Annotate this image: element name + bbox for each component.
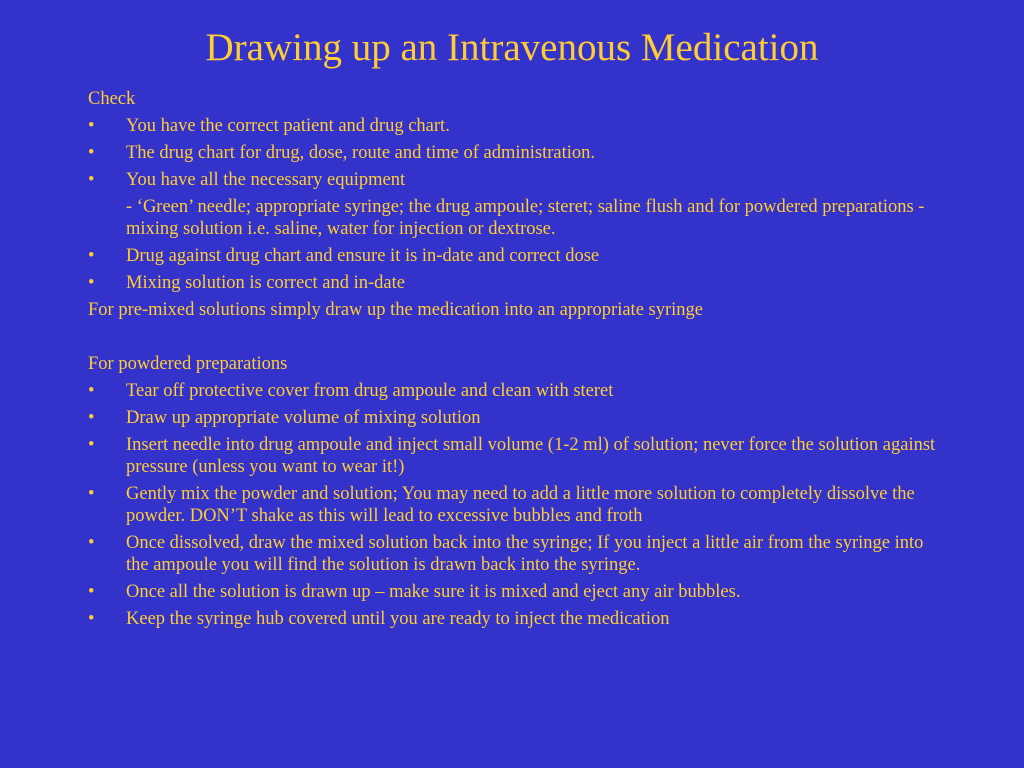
check-heading: Check (88, 89, 136, 109)
bullet-icon: • (88, 381, 95, 401)
bullet-icon: • (88, 246, 95, 266)
powdered-item (88, 434, 948, 478)
check-item (88, 272, 948, 294)
powdered-item (88, 532, 948, 576)
bullet-icon: • (88, 273, 95, 293)
slide-title: Drawing up an Intravenous Medication (205, 26, 819, 69)
bullet-icon: • (88, 116, 95, 136)
bullet-icon: • (88, 533, 95, 553)
powdered-item (88, 407, 948, 429)
check-item-text: You have all the necessary equipment (126, 170, 406, 190)
premixed-text: For pre-mixed solutions simply draw up the medication into an appropriate syringe (88, 300, 703, 320)
equipment-note: - ‘Green’ needle; appropriate syringe; the drug ampoule; steret; saline flush and for powdered preparations - mixing solution i.e. saline, water for injection or dextrose. (126, 197, 925, 239)
check-item (88, 169, 948, 191)
check-item-text: Drug against drug chart and ensure it is in-date and correct dose (126, 246, 600, 266)
powdered-item-text: Keep the syringe hub covered until you are ready to inject the medication (126, 609, 670, 629)
check-item (88, 115, 948, 137)
powdered-item (88, 581, 948, 603)
powdered-item-text: Gently mix the powder and solution; You may need to add a little more solution to completely dissolve the powder. DON’T shake as this will lead to excessive bubbles and froth (126, 484, 915, 526)
check-item-text: You have the correct patient and drug chart. (126, 116, 450, 136)
powdered-item-text: Once all the solution is drawn up – make sure it is mixed and eject any air bubbles. (126, 582, 741, 602)
powdered-item-text: Insert needle into drug ampoule and inject small volume (1-2 ml) of solution; never force the solution against pressure (unless you want to wear it!) (126, 435, 936, 477)
bullet-icon: • (88, 408, 95, 428)
powdered-item-text: Tear off protective cover from drug ampoule and clean with steret (126, 381, 614, 401)
powdered-item (88, 380, 948, 402)
bullet-icon: • (88, 582, 95, 602)
check-item-text: The drug chart for drug, dose, route and time of administration. (126, 143, 596, 163)
powdered-item (88, 608, 948, 630)
bullet-icon: • (88, 143, 95, 163)
check-item (88, 245, 948, 267)
check-item-text: Mixing solution is correct and in-date (126, 273, 405, 293)
bullet-icon: • (88, 435, 95, 455)
powdered-item-text: Draw up appropriate volume of mixing solution (126, 408, 481, 428)
powdered-item (88, 483, 948, 527)
powdered-heading: For powdered preparations (88, 354, 288, 374)
slide-content (88, 88, 948, 635)
bullet-icon: • (88, 170, 95, 190)
bullet-icon: • (88, 484, 95, 504)
section-spacer (88, 326, 948, 353)
check-item (88, 142, 948, 164)
powdered-item-text: Once dissolved, draw the mixed solution back into the syringe; If you inject a little air from the syringe into the ampoule you will find the solution is drawn back into the syringe. (126, 533, 924, 575)
bullet-icon: • (88, 609, 95, 629)
